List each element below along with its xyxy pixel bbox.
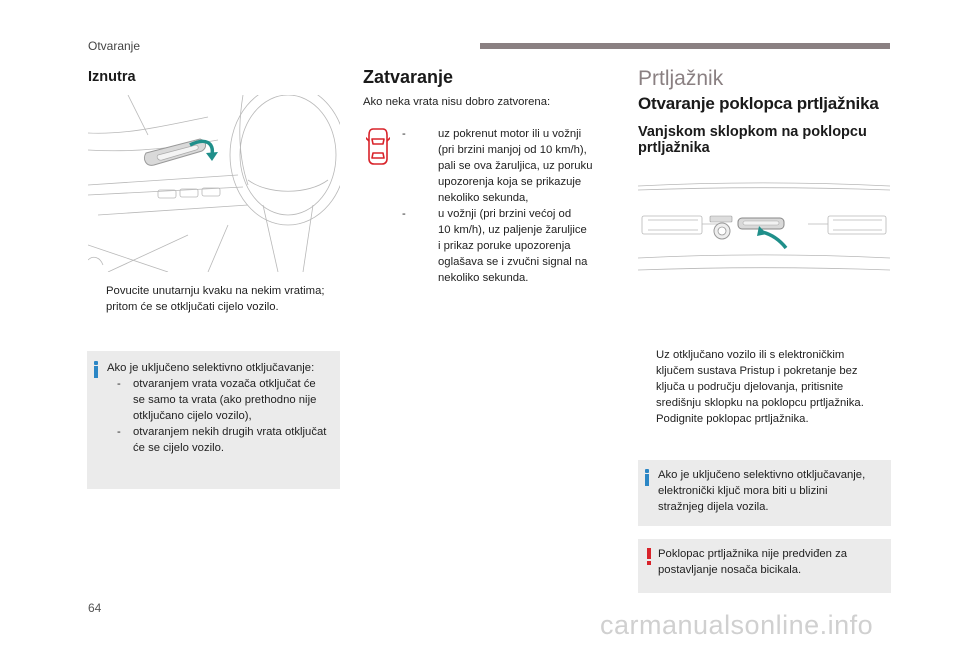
tailgate-step: Podignite poklopac prtljažnika.: [656, 413, 809, 425]
heading-iznutra: Iznutra: [88, 69, 136, 85]
door-open-warning-lamp-icon: [366, 126, 390, 166]
door-note-line-2: pritom će se otključati cijelo vozilo.: [106, 301, 279, 313]
heading-otvaranje-poklopca: Otvaranje poklopca prtljažnika: [638, 94, 879, 113]
page-number: 64: [88, 601, 102, 615]
interior-door-handle-illustration: [88, 95, 340, 272]
section-label: Otvaranje: [88, 39, 141, 53]
zatvaranje-item: - uz pokrenut motor ili u vožnji (pri brzini manjoj od 10 km/h), pali se ova žaruljica, uz poruku upozorenja koja se prikazuje nekoliko sekunda,: [402, 128, 593, 204]
tailgate-step: Uz otključano vozilo ili s elektroničkim ključem sustava Pristup i pokretanje bez ključa u području djelovanja, pritisnite središnju sklopku na poklopcu prtljažnika.: [656, 349, 864, 409]
bike-carrier-warning-box: Poklopac prtljažnika nije predviđen za postavljanje nosača bicikala.: [638, 539, 891, 593]
info-icon: [94, 361, 98, 378]
zatvaranje-intro: Ako neka vrata nisu dobro zatvorena:: [363, 96, 551, 108]
door-note-line-1: Povucite unutarnju kvaku na nekim vratima;: [106, 285, 325, 297]
watermark: carmanualsonline.info: [600, 610, 874, 640]
warning-icon: [647, 548, 651, 565]
tailgate-steps: [638, 347, 890, 427]
subheading-vanjskom-sklopkom: Vanjskom sklopkom na poklopcu prtljažnika: [638, 124, 867, 156]
tailgate-switch-illustration: [638, 180, 890, 280]
selective-unlock-key-info-box: Ako je uključeno selektivno otključavanje, elektronički ključ mora biti u blizini stražnjeg dijela vozila.: [638, 460, 891, 526]
info-intro: Ako je uključeno selektivno otključavanje:: [107, 362, 315, 374]
selective-unlock-info-box: [87, 351, 340, 489]
zatvaranje-item: - u vožnji (pri brzini većoj od 10 km/h), uz paljenje žaruljice i prikaz poruke upozorenja oglašava se i zvučni signal na nekoliko sekunda.: [402, 208, 588, 284]
header-rule: [480, 43, 890, 49]
door-handle-note: [88, 283, 342, 315]
info-item: - otvaranjem vrata vozača otključat će se samo ta vrata (ako prethodno nije otključano cijelo vozilo),: [117, 378, 317, 422]
info-item: - otvaranjem nekih drugih vrata otključat će se cijelo vozilo.: [117, 426, 327, 454]
heading-zatvaranje: Zatvaranje: [363, 67, 454, 87]
zatvaranje-list: [402, 126, 602, 286]
info-icon: [645, 469, 649, 486]
chapter-title: Prtljažnik: [638, 67, 724, 90]
